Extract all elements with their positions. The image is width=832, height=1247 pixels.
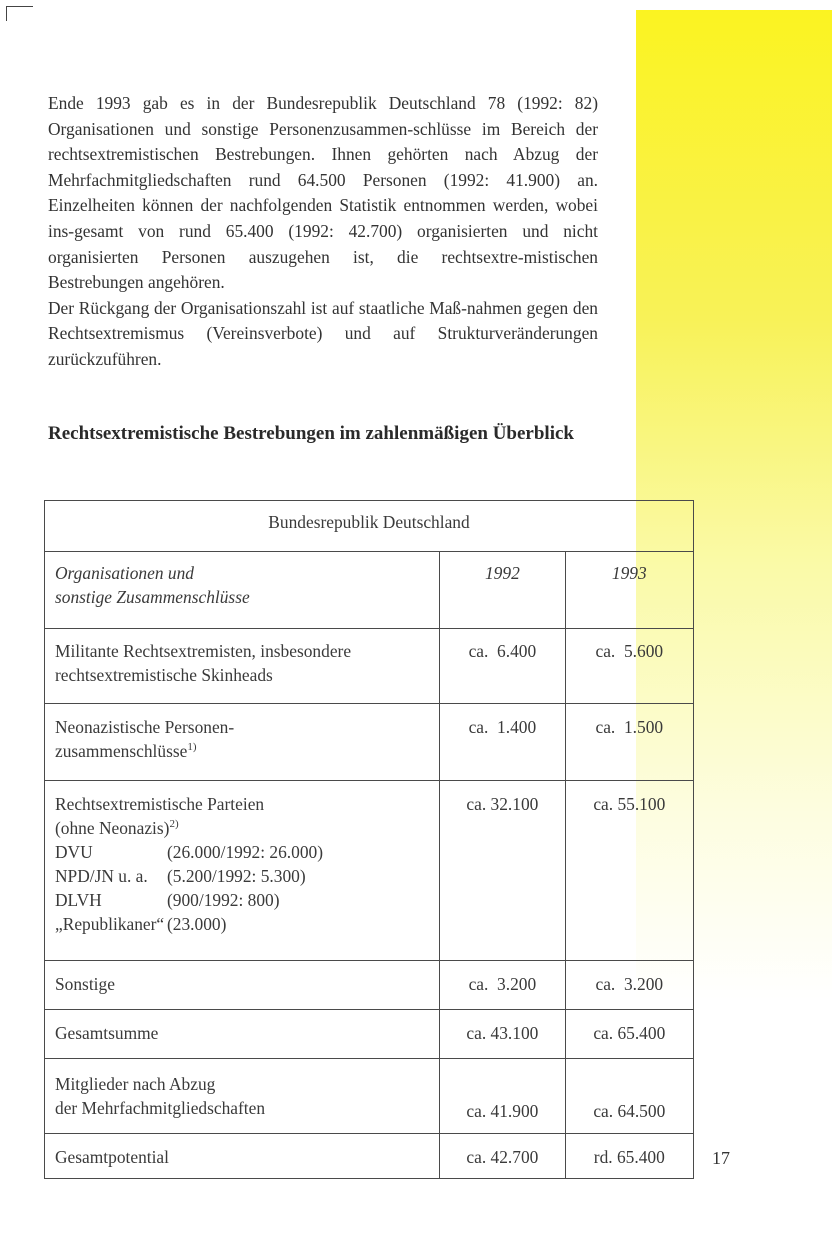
mitglieder-label [45, 1059, 440, 1134]
gesamtpotential-label: Gesamtpotential [45, 1134, 440, 1179]
militant-line2: rechtsextremistische Skinheads [55, 665, 273, 685]
table-row-gesamtsumme [45, 1010, 694, 1059]
gesamtsumme-1992: ca. 43.100 [440, 1010, 565, 1059]
table-title-row [45, 501, 694, 552]
gesamtsumme-1993: ca. 65.400 [565, 1010, 693, 1059]
sonstige-label: Sonstige [45, 961, 440, 1010]
header-year-1993: 1993 [565, 552, 693, 629]
header-organisations [45, 552, 440, 629]
party-value: (900/1992: 800) [167, 890, 280, 910]
neonazi-line1: Neonazistische Personen- [55, 717, 235, 737]
mitglieder-line2: der Mehrfachmitgliedschaften [55, 1098, 266, 1118]
gesamtpotential-1993: rd. 65.400 [565, 1134, 693, 1179]
header-year-1992: 1992 [440, 552, 565, 629]
neonazi-line2: zusammenschlüsse [55, 741, 188, 761]
militant-1993: ca. 5.600 [565, 629, 693, 704]
sonstige-1992: ca. 3.200 [440, 961, 565, 1010]
gesamtpotential-1992: ca. 42.700 [440, 1134, 565, 1179]
party-value: (23.000) [167, 914, 227, 934]
party-name: „Republikaner“ [55, 914, 165, 934]
table-title: Bundesrepublik Deutschland [45, 501, 694, 552]
party-value: (5.200/1992: 5.300) [167, 866, 306, 886]
section-heading: Rechtsextremistische Bestrebungen im zahlenmäßigen Überblick [48, 423, 574, 444]
header-organisations-line1: Organisationen und [55, 563, 194, 583]
footnote-1: 1) [187, 741, 197, 754]
table-row-sonstige [45, 961, 694, 1010]
party-value: (26.000/1992: 26.000) [167, 842, 324, 862]
neonazi-1993: ca. 1.500 [565, 704, 693, 781]
neonazi-1992: ca. 1.400 [440, 704, 565, 781]
table-header-row [45, 552, 694, 629]
parties-line2-wrap [55, 816, 429, 840]
sonstige-1993: ca. 3.200 [565, 961, 693, 1010]
parties-line2: (ohne Neonazis) [55, 818, 170, 838]
table-row-parties [45, 781, 694, 961]
intro-paragraph-1: Ende 1993 gab es in der Bundesrepublik Deutschland 78 (1992: 82) Organisationen und sonstige Personenzusammen-schlüsse im Bereich der rechtsextremistischen Bestrebungen. Ihnen gehörten nach Abzug der Mehrfachmitgliedschaften rund 64.500 Personen (1992: 41.900) an. Einzelheiten können der nachfolgenden Statistik entnommen werden, wobei ins-gesamt von rund 65.400 (1992: 42.700) organisierten und nicht organisierten Personen auszugehen ist, die rechtsextre-mistischen Bestrebungen angehören. [48, 93, 598, 293]
table-row-neonazi [45, 704, 694, 781]
footnote-2: 2) [169, 818, 179, 831]
mitglieder-line1: Mitglieder nach Abzug [55, 1074, 216, 1094]
parties-1993: ca. 55.100 [565, 781, 693, 961]
party-name: DVU [55, 842, 93, 862]
statistics-table [44, 500, 694, 1179]
neonazi-line2-wrap [55, 739, 429, 763]
mitglieder-1992: ca. 41.900 [440, 1059, 565, 1134]
page-number: 17 [712, 1148, 730, 1168]
party-breakdown [55, 840, 429, 936]
party-name: NPD/JN u. a. [55, 866, 148, 886]
militant-line1: Militante Rechtsextremisten, insbesondere [55, 641, 352, 661]
neonazi-label [45, 704, 440, 781]
parties-line1: Rechtsextremistische Parteien [55, 794, 265, 814]
crop-mark [6, 6, 33, 21]
militant-label [45, 629, 440, 704]
intro-paragraph-2: Der Rückgang der Organisationszahl ist auf staatliche Maß-nahmen gegen den Rechtsextremismus (Vereinsverbote) und auf Strukturveränderungen zurückzuführen. [48, 297, 598, 369]
mitglieder-1993: ca. 64.500 [565, 1059, 693, 1134]
intro-text [48, 91, 598, 373]
militant-1992: ca. 6.400 [440, 629, 565, 704]
parties-label [45, 781, 440, 961]
table-row-militant [45, 629, 694, 704]
gesamtsumme-label: Gesamtsumme [45, 1010, 440, 1059]
party-name: DLVH [55, 890, 102, 910]
table-row-mitglieder [45, 1059, 694, 1134]
header-organisations-line2: sonstige Zusammenschlüsse [55, 587, 250, 607]
parties-1992: ca. 32.100 [440, 781, 565, 961]
table-row-gesamtpotential [45, 1134, 694, 1179]
